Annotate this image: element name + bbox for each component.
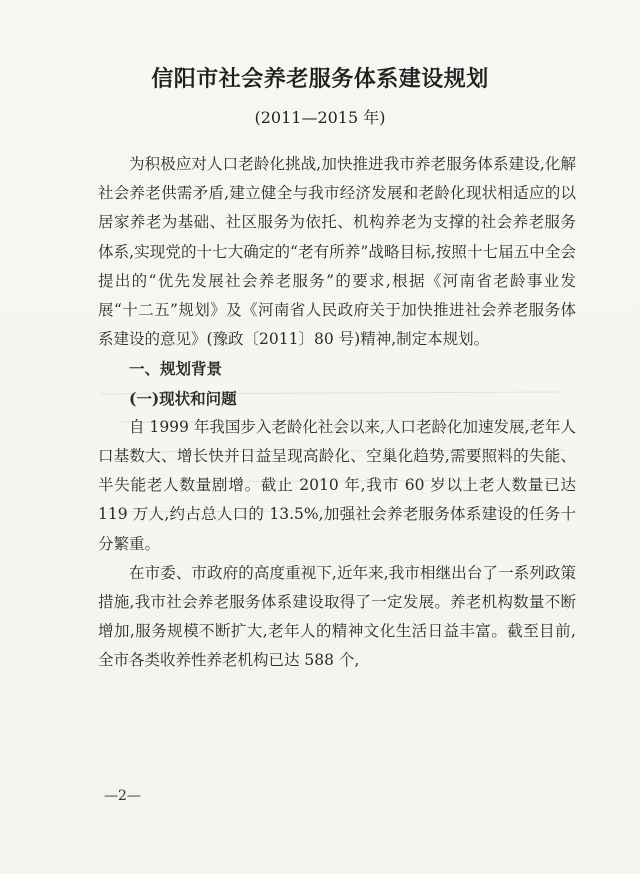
intro-paragraph: 为积极应对人口老龄化挑战,加快推进我市养老服务体系建设,化解社会养老供需矛盾,建立健全与我市经济发展和老龄化现状相适应的以居家养老为基础、社区服务为依托、机构养老为支撑的社会养老服务体系,实现党的十七大确定的“老有所养”战略目标,按照十七届五中全会提出的“优先发展社会养老服务”的要求,根据《河南省老龄事业发展“十二五”规划》及《河南省人民政府关于加快推进社会养老服务体系建设的意见》(豫政〔2011〕80 号)精神,制定本规划。 xyxy=(98,155,576,349)
background-paragraph: 自 1999 年我国步入老龄化社会以来,人口老龄化加速发展,老年人口基数大、增长快并日益呈现高龄化、空巢化趋势,需要照料的失能、半失能老人数量剧增。截止 2010 年,我市 60 岁以上老人数量已达 119 万人,约占总人口的 13.5%,加强社会养老服务体系建设的任务十分繁重。 xyxy=(98,417,576,553)
development-paragraph: 在市委、市政府的高度重视下,近年来,我市相继出台了一系列政策措施,我市社会养老服务体系建设取得了一定发展。养老机构数量不断增加,服务规模不断扩大,老年人的精神文化生活日益丰富。截至目前,全市各类收养性养老机构已达 588 个, xyxy=(98,563,576,670)
document-body xyxy=(98,150,576,676)
document-subtitle: (2011—2015 年) xyxy=(254,108,386,127)
document-title: 信阳市社会养老服务体系建设规划 xyxy=(151,66,489,92)
page-number: —2— xyxy=(104,788,141,804)
subsection-heading: (一)现状和问题 xyxy=(129,388,237,408)
section-heading: 一、规划背景 xyxy=(129,359,223,379)
